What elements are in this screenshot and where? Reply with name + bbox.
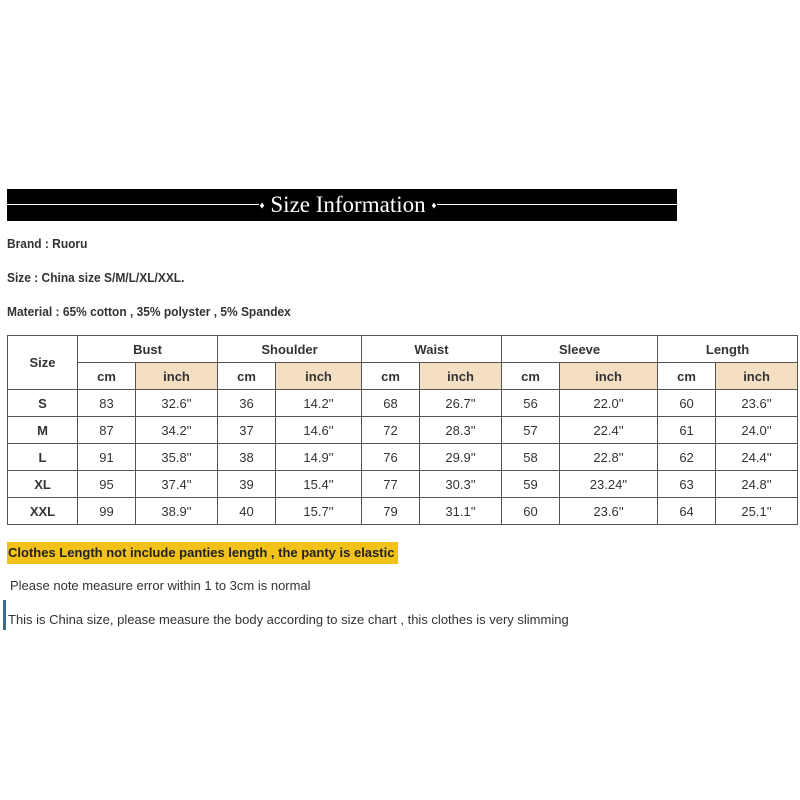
unit-inch-header: inch — [276, 363, 362, 390]
cm-value-cell: 64 — [658, 498, 716, 525]
cm-value-cell: 63 — [658, 471, 716, 498]
unit-cm-header: cm — [362, 363, 420, 390]
banner-rule-left — [7, 204, 259, 205]
unit-cm-header: cm — [218, 363, 276, 390]
table-unit-header-row — [8, 363, 798, 390]
cm-value-cell: 83 — [78, 390, 136, 417]
cm-value-cell: 36 — [218, 390, 276, 417]
cm-value-cell: 68 — [362, 390, 420, 417]
inch-value-cell: 24.0'' — [716, 417, 798, 444]
inch-value-cell: 25.1'' — [716, 498, 798, 525]
table-row — [8, 417, 798, 444]
cm-value-cell: 72 — [362, 417, 420, 444]
inch-value-cell: 35.8'' — [136, 444, 218, 471]
size-column-header: Size — [8, 336, 78, 390]
china-size-note: This is China size, please measure the body according to size chart , this clothes is very slimming — [8, 612, 569, 627]
cm-value-cell: 62 — [658, 444, 716, 471]
cm-value-cell: 60 — [658, 390, 716, 417]
cm-value-cell: 57 — [502, 417, 560, 444]
measure-error-note: Please note measure error within 1 to 3cm is normal — [10, 578, 311, 593]
brand-line: Brand : Ruoru — [7, 236, 88, 251]
length-header: Length — [658, 336, 798, 363]
inch-value-cell: 23.6'' — [716, 390, 798, 417]
inch-value-cell: 37.4'' — [136, 471, 218, 498]
unit-inch-header: inch — [420, 363, 502, 390]
cm-value-cell: 87 — [78, 417, 136, 444]
inch-value-cell: 23.6'' — [560, 498, 658, 525]
inch-value-cell: 32.6'' — [136, 390, 218, 417]
banner-title-text: Size Information — [270, 192, 426, 217]
unit-inch-header: inch — [716, 363, 798, 390]
inch-value-cell: 15.4'' — [276, 471, 362, 498]
cm-value-cell: 40 — [218, 498, 276, 525]
unit-cm-header: cm — [658, 363, 716, 390]
inch-value-cell: 22.4'' — [560, 417, 658, 444]
table-group-header-row — [8, 336, 798, 363]
cm-value-cell: 79 — [362, 498, 420, 525]
banner-title — [255, 189, 441, 221]
unit-inch-header: inch — [136, 363, 218, 390]
cm-value-cell: 60 — [502, 498, 560, 525]
shoulder-header: Shoulder — [218, 336, 362, 363]
inch-value-cell: 24.8'' — [716, 471, 798, 498]
table-row — [8, 471, 798, 498]
clothes-length-note: Clothes Length not include panties length , the panty is elastic — [7, 542, 398, 564]
cm-value-cell: 77 — [362, 471, 420, 498]
unit-cm-header: cm — [502, 363, 560, 390]
size-chart-table — [7, 335, 798, 525]
cm-value-cell: 38 — [218, 444, 276, 471]
size-line: Size : China size S/M/L/XL/XXL. — [7, 270, 185, 285]
inch-value-cell: 15.7'' — [276, 498, 362, 525]
inch-value-cell: 22.8'' — [560, 444, 658, 471]
inch-value-cell: 14.6'' — [276, 417, 362, 444]
inch-value-cell: 38.9'' — [136, 498, 218, 525]
size-label-cell: L — [8, 444, 78, 471]
table-row — [8, 498, 798, 525]
size-information-banner — [7, 189, 677, 221]
text-cursor-marker — [3, 600, 6, 630]
inch-value-cell: 29.9'' — [420, 444, 502, 471]
inch-value-cell: 34.2'' — [136, 417, 218, 444]
inch-value-cell: 26.7'' — [420, 390, 502, 417]
waist-header: Waist — [362, 336, 502, 363]
table-row — [8, 444, 798, 471]
unit-cm-header: cm — [78, 363, 136, 390]
cm-value-cell: 99 — [78, 498, 136, 525]
cm-value-cell: 56 — [502, 390, 560, 417]
size-label-cell: XL — [8, 471, 78, 498]
inch-value-cell: 30.3'' — [420, 471, 502, 498]
cm-value-cell: 76 — [362, 444, 420, 471]
ornament-diamond-icon: ♦ — [259, 200, 265, 212]
cm-value-cell: 39 — [218, 471, 276, 498]
cm-value-cell: 37 — [218, 417, 276, 444]
ornament-diamond-icon: ♦ — [431, 200, 437, 212]
material-line: Material : 65% cotton , 35% polyster , 5% Spandex — [7, 304, 291, 319]
inch-value-cell: 24.4'' — [716, 444, 798, 471]
cm-value-cell: 95 — [78, 471, 136, 498]
inch-value-cell: 14.2'' — [276, 390, 362, 417]
cm-value-cell: 58 — [502, 444, 560, 471]
size-label-cell: S — [8, 390, 78, 417]
unit-inch-header: inch — [560, 363, 658, 390]
size-label-cell: M — [8, 417, 78, 444]
cm-value-cell: 61 — [658, 417, 716, 444]
sleeve-header: Sleeve — [502, 336, 658, 363]
bust-header: Bust — [78, 336, 218, 363]
cm-value-cell: 59 — [502, 471, 560, 498]
inch-value-cell: 14.9'' — [276, 444, 362, 471]
inch-value-cell: 23.24'' — [560, 471, 658, 498]
cm-value-cell: 91 — [78, 444, 136, 471]
inch-value-cell: 22.0'' — [560, 390, 658, 417]
table-row — [8, 390, 798, 417]
banner-rule-right — [437, 204, 677, 205]
inch-value-cell: 31.1'' — [420, 498, 502, 525]
size-label-cell: XXL — [8, 498, 78, 525]
inch-value-cell: 28.3'' — [420, 417, 502, 444]
